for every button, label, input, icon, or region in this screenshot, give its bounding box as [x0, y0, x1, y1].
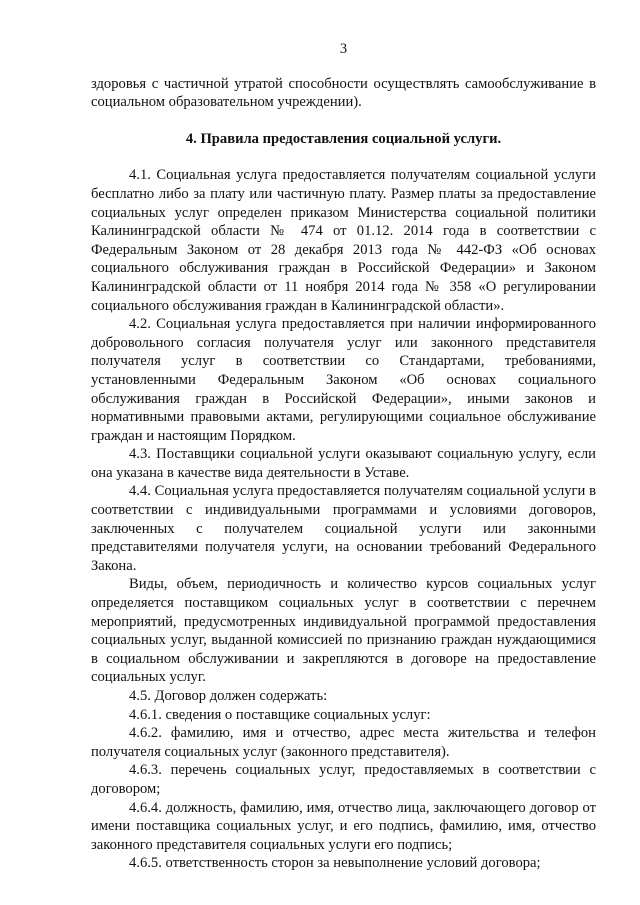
paragraph-4-6-3: 4.6.3. перечень социальных услуг, предоставляемых в соответствии с договором; [91, 762, 596, 797]
paragraph-4-4: 4.4. Социальная услуга предоставляется получателям социальной услуги в соответствии с индивидуальными программами и условиями договоров, заключенных с получателем социальной услуги или законными представителями получателя услуги, на основании требований Федерального Закона. [91, 483, 596, 574]
paragraph-4-6-1: 4.6.1. сведения о поставщике социальных услуг: [129, 706, 431, 723]
paragraph-4-3: 4.3. Поставщики социальной услуги оказывают социальную услугу, если она указана в качестве вида деятельности в Уставе. [91, 446, 596, 481]
page-number: 3 [339, 41, 348, 57]
paragraph-4-6-5: 4.6.5. ответственность сторон за невыполнение условий договора; [129, 855, 541, 872]
paragraph-4-6-4: 4.6.4. должность, фамилию, имя, отчество лица, заключающего договор от имени поставщика социальных услуг, и его подпись, фамилию, имя, отчество законного представителя социальных услуги его подпись; [91, 799, 596, 853]
intro-paragraph: здоровья с частичной утратой способности осуществлять самообслуживание в социальном образовательном учреждении). [91, 75, 596, 111]
paragraph-4-5: 4.5. Договор должен содержать: [129, 688, 328, 704]
paragraph-4-2: 4.2. Социальная услуга предоставляется при наличии информированного добровольного согласия получателя услуг или законного представителя получателя услуг в соответствии со Стандартами, требованиями, установленными Федеральным Законом «Об основах социального обслуживания граждан в Российской Федерации», иными законов и нормативными правовыми актами, регулирующими социальное обслуживание граждан и настоящим Порядком. [91, 316, 596, 444]
paragraph-services-scope: Виды, объем, периодичность и количество курсов социальных услуг определяется поставщиком социальных услуг в соответствии с перечнем мероприятий, предусмотренных индивидуальной программой предоставления социальных услуг, выданной комиссией по признанию граждан нуждающимися в социальном обслуживании и закрепляются в договоре на предоставление социальных услуг. [91, 576, 596, 686]
section-heading: 4. Правила предоставления социальной услуги. [185, 130, 502, 147]
paragraph-4-1: 4.1. Социальная услуга предоставляется получателям социальной услуги бесплатно либо за плату или частичную плату. Размер платы за предоставление социальных услуг определен приказом Министерства социальной политики Калининградской области № 474 от 01.12. 2014 года в соответствии с Федеральным Законом от 28 декабря 2013 года № 442-ФЗ «Об основах социального обслуживания граждан в Российской Федерации» и Законом Калининградской области от 11 ноября 2014 года № 358 «О регулировании социального обслуживания граждан в Калининградской области». [91, 167, 596, 314]
paragraph-4-6-2: 4.6.2. фамилию, имя и отчество, адрес места жительства и телефон получателя социальных услуг (законного представителя). [91, 725, 596, 760]
